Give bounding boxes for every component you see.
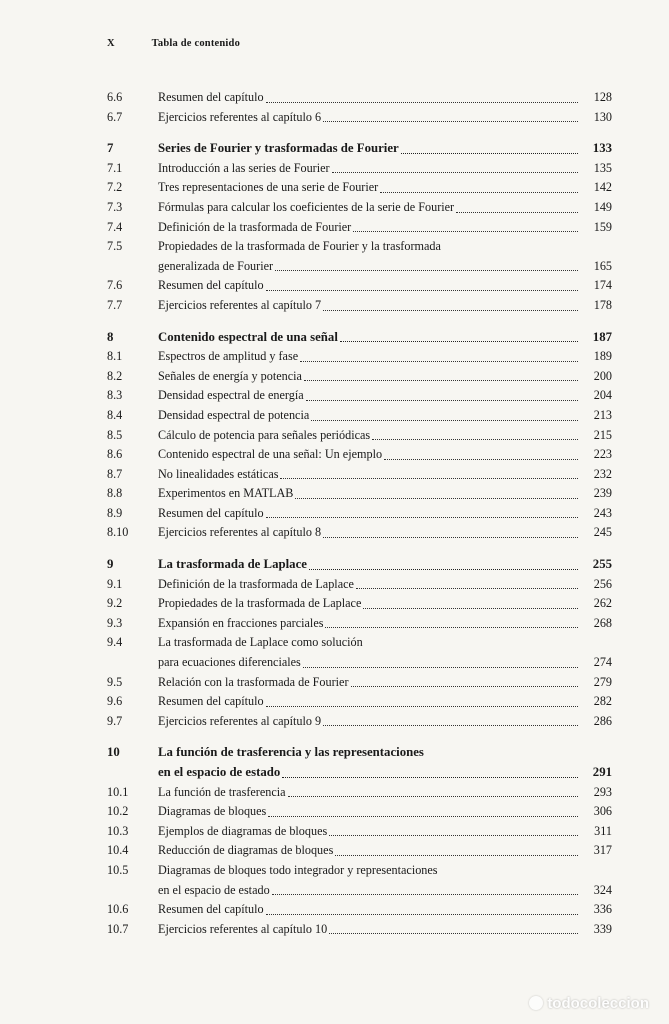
toc-entry-page: 274: [593, 655, 612, 670]
dot-leader: [303, 667, 578, 668]
dot-leader: [272, 894, 578, 895]
toc-chapter-row: [107, 555, 612, 575]
toc-entry-title-text: Ejercicios referentes al capítulo 9: [158, 713, 322, 728]
dot-leader: [323, 725, 578, 726]
toc-entry-number: 7.1: [107, 160, 123, 175]
toc-entry-title-text: La trasformada de Laplace: [158, 557, 307, 572]
toc-entry-title-text: Series de Fourier y trasformadas de Fourier: [158, 141, 399, 156]
watermark-text: todocoleccion: [547, 995, 649, 1012]
dot-leader: [266, 102, 578, 103]
dot-leader: [401, 153, 578, 154]
toc-entry-number: 9.5: [107, 674, 123, 689]
toc-entry-title-text: para ecuaciones diferenciales: [158, 655, 301, 670]
toc-entry-row: [107, 783, 612, 803]
toc-entry-title-text: Resumen del capítulo: [158, 90, 264, 104]
toc-entry-number: 7.6: [107, 278, 123, 293]
toc-entry-page: 204: [593, 388, 612, 403]
toc-entry-number: 8.9: [107, 505, 123, 520]
toc-entry-page: 213: [593, 407, 612, 422]
toc-entry-page: 159: [593, 219, 612, 234]
dot-leader: [340, 341, 578, 342]
toc-entry-number: 8.1: [107, 349, 123, 364]
toc-entry-row: [107, 614, 612, 634]
toc-entry-title-text: Propiedades de la trasformada de Laplace: [158, 596, 362, 611]
toc-entry-title: [158, 861, 582, 881]
toc-entry-title: [158, 426, 582, 446]
dot-leader: [332, 172, 578, 173]
toc-entry-title-text: Ejercicios referentes al capítulo 7: [158, 297, 322, 312]
toc-entry-row: [107, 178, 612, 198]
dot-leader: [351, 686, 578, 687]
toc-entry-title-text: Resumen del capítulo: [158, 902, 264, 917]
toc-entry-title-text: Contenido espectral de una señal: Un ejemplo: [158, 447, 383, 462]
toc-entry-title: [158, 802, 582, 822]
toc-entry-title: [158, 673, 582, 693]
toc-entry-row: [107, 802, 612, 822]
toc-entry-title: [158, 406, 582, 426]
toc-entry-title: [158, 555, 582, 575]
toc-entry-title: [158, 523, 582, 543]
toc-entry-row: [107, 822, 612, 842]
toc-entry-title: [158, 743, 582, 763]
toc-entry-title-text: Tres representaciones de una serie de Fourier: [158, 180, 379, 195]
toc-entry-page: 187: [592, 329, 612, 344]
toc-entry-title: [158, 328, 582, 348]
toc-entry-number: 10.4: [107, 843, 129, 858]
toc-entry-page: 223: [593, 447, 612, 462]
toc-entry-row: [107, 920, 612, 940]
toc-entry-page: 282: [593, 694, 612, 709]
toc-entry-page: 128: [593, 90, 612, 104]
toc-entry-title-text: Resumen del capítulo: [158, 505, 264, 520]
toc-entry-title: [158, 594, 582, 614]
toc-entry-page: 279: [593, 674, 612, 689]
dot-leader: [353, 231, 578, 232]
toc-entry-row: [107, 465, 612, 485]
dot-leader: [280, 478, 578, 479]
toc-entry-row: [107, 276, 612, 296]
dot-leader: [275, 270, 578, 271]
toc-entry-number: 10.6: [107, 902, 129, 917]
toc-entry-row: [107, 406, 612, 426]
dot-leader: [309, 569, 578, 570]
toc-entry-page: 336: [593, 902, 612, 917]
toc-entry-title: [158, 841, 582, 861]
toc-entry-page: 286: [593, 713, 612, 728]
toc-entry-row: [107, 712, 612, 732]
toc-entry-title-text: Definición de la trasformada de Fourier: [158, 219, 352, 234]
toc-entry-number: 8.10: [107, 525, 129, 540]
toc-entry-title: [158, 465, 582, 485]
toc-entry-number: 7.7: [107, 297, 123, 312]
toc-entry-title: [158, 218, 582, 238]
toc-entry-page: 178: [593, 297, 612, 312]
toc-entry-number: 9.7: [107, 713, 123, 728]
toc-entry-page: 239: [593, 486, 612, 501]
toc-entry-number: 7.5: [107, 239, 123, 254]
table-of-contents: [107, 88, 612, 939]
toc-chapter-row: [107, 139, 612, 159]
toc-entry-title-text: Expansión en fracciones parciales: [158, 615, 324, 630]
toc-entry-page: 255: [592, 557, 612, 572]
toc-entry-title-text: Resumen del capítulo: [158, 278, 264, 293]
toc-entry-title: [158, 614, 582, 634]
toc-entry-title-text: La trasformada de Laplace como solución: [158, 635, 363, 650]
toc-entry-title: [158, 178, 582, 198]
toc-entry-title: [158, 920, 582, 940]
watermark-logo-icon: [529, 996, 543, 1010]
toc-entry-page: 245: [593, 525, 612, 540]
dot-leader: [356, 588, 578, 589]
toc-entry-page: 200: [593, 368, 612, 383]
dot-leader: [323, 537, 578, 538]
header-page-number: X: [107, 38, 115, 49]
toc-entry-number: 9.3: [107, 615, 123, 630]
dot-leader: [266, 517, 578, 518]
toc-entry-number: 9: [107, 557, 114, 572]
toc-entry-page: 268: [593, 615, 612, 630]
toc-entry-page: 306: [593, 804, 612, 819]
toc-entry-title: [158, 347, 582, 367]
toc-entry-page: 324: [593, 882, 612, 897]
toc-entry-title: [158, 653, 582, 673]
toc-entry-title-text: Reducción de diagramas de bloques: [158, 843, 334, 858]
toc-entry-row: [107, 108, 612, 128]
toc-entry-title: [158, 198, 582, 218]
toc-entry-title: [158, 712, 582, 732]
toc-entry-title: [158, 783, 582, 803]
dot-leader: [300, 361, 578, 362]
toc-entry-row: [107, 692, 612, 712]
toc-entry-row: [107, 257, 612, 277]
toc-entry-title: [158, 88, 582, 108]
toc-entry-row: [107, 386, 612, 406]
toc-entry-title: [158, 139, 582, 159]
toc-entry-title-text: Diagramas de bloques todo integrador y representaciones: [158, 862, 438, 877]
toc-entry-title-text: Introducción a las series de Fourier: [158, 160, 330, 175]
toc-entry-title-text: Ejercicios referentes al capítulo 6: [158, 109, 322, 124]
toc-entry-number: 10: [107, 745, 120, 760]
toc-entry-number: 10.2: [107, 804, 129, 819]
toc-entry-title-text: Fórmulas para calcular los coeficientes de la serie de Fourier: [158, 199, 455, 214]
toc-entry-row: [107, 900, 612, 920]
toc-entry-number: 9.4: [107, 635, 123, 650]
toc-entry-title: [158, 822, 582, 842]
dot-leader: [266, 706, 578, 707]
toc-entry-title: [158, 881, 582, 901]
dot-leader: [282, 777, 578, 778]
toc-entry-page: 293: [593, 784, 612, 799]
toc-entry-number: 10.7: [107, 921, 129, 936]
toc-entry-title-text: Densidad espectral de energía: [158, 388, 304, 403]
toc-entry-row: [107, 88, 612, 108]
toc-entry-title-text: en el espacio de estado: [158, 765, 281, 779]
toc-entry-page: 135: [593, 160, 612, 175]
toc-entry-number: 9.2: [107, 596, 123, 611]
toc-entry-page: 174: [593, 278, 612, 293]
toc-entry-page: 317: [593, 843, 612, 858]
toc-entry-title-text: Ejercicios referentes al capítulo 10: [158, 921, 328, 936]
toc-entry-title-text: generalizada de Fourier: [158, 258, 274, 273]
toc-entry-page: 243: [593, 505, 612, 520]
toc-entry-number: 6.7: [107, 109, 123, 124]
toc-entry-title: [158, 900, 582, 920]
toc-chapter-row: [107, 743, 612, 763]
dot-leader: [266, 290, 578, 291]
toc-entry-page: 291: [592, 765, 612, 779]
toc-entry-page: 142: [593, 180, 612, 195]
running-header: [107, 38, 240, 49]
toc-entry-title: [158, 445, 582, 465]
dot-leader: [384, 459, 578, 460]
toc-entry-row: [107, 504, 612, 524]
dot-leader: [363, 608, 578, 609]
toc-entry-number: 8.7: [107, 466, 123, 481]
toc-entry-number: 10.5: [107, 862, 129, 877]
watermark: [529, 995, 649, 1012]
toc-entry-row: [107, 198, 612, 218]
toc-entry-page: 339: [593, 921, 612, 936]
dot-leader: [456, 212, 578, 213]
dot-leader: [372, 439, 578, 440]
dot-leader: [306, 400, 578, 401]
toc-entry-title: [158, 763, 582, 783]
toc-entry-title-text: Espectros de amplitud y fase: [158, 349, 299, 364]
toc-entry-title-text: en el espacio de estado: [158, 882, 270, 897]
toc-entry-page: 256: [593, 576, 612, 591]
toc-entry-title-text: Definición de la trasformada de Laplace: [158, 576, 354, 591]
toc-entry-title: [158, 276, 582, 296]
toc-entry-row: [107, 861, 612, 881]
toc-entry-title: [158, 159, 582, 179]
toc-entry-number: 7.2: [107, 180, 123, 195]
toc-entry-title-text: Densidad espectral de potencia: [158, 407, 310, 422]
toc-entry-title: [158, 386, 582, 406]
toc-entry-number: 9.1: [107, 576, 123, 591]
toc-entry-row: [107, 367, 612, 387]
toc-entry-row: [107, 484, 612, 504]
toc-entry-number: 10.3: [107, 823, 129, 838]
toc-entry-number: 8.6: [107, 447, 123, 462]
toc-entry-number: 8.4: [107, 407, 123, 422]
toc-entry-number: 7: [107, 141, 114, 156]
toc-entry-number: 9.6: [107, 694, 123, 709]
dot-leader: [323, 310, 578, 311]
toc-entry-page: 215: [593, 427, 612, 442]
toc-entry-row: [107, 653, 612, 673]
dot-leader: [288, 796, 578, 797]
dot-leader: [335, 855, 578, 856]
toc-entry-title: [158, 692, 582, 712]
toc-entry-page: 232: [593, 466, 612, 481]
toc-entry-title: [158, 484, 582, 504]
toc-entry-title-text: Resumen del capítulo: [158, 694, 264, 709]
toc-entry-row: [107, 575, 612, 595]
toc-entry-title-text: No linealidades estáticas: [158, 466, 279, 481]
toc-entry-title: [158, 633, 582, 653]
toc-entry-title: [158, 575, 582, 595]
toc-entry-row: [107, 159, 612, 179]
toc-entry-title: [158, 237, 582, 257]
toc-entry-row: [107, 237, 612, 257]
toc-entry-page: 189: [593, 349, 612, 364]
toc-entry-number: 8.8: [107, 486, 123, 501]
toc-entry-page: 133: [592, 141, 612, 156]
dot-leader: [311, 420, 578, 421]
header-title: Tabla de contenido: [151, 38, 241, 49]
toc-entry-row: [107, 347, 612, 367]
toc-entry-title: [158, 108, 582, 128]
toc-entry-title-text: Relación con la trasformada de Fourier: [158, 674, 349, 689]
toc-entry-row: [107, 445, 612, 465]
toc-entry-title: [158, 504, 582, 524]
toc-entry-number: 8.5: [107, 427, 123, 442]
toc-entry-title: [158, 296, 582, 316]
toc-entry-title: [158, 367, 582, 387]
toc-entry-page: 130: [593, 109, 612, 124]
dot-leader: [323, 121, 578, 122]
toc-entry-row: [107, 523, 612, 543]
toc-entry-title-text: Propiedades de la trasformada de Fourier y la trasformada: [158, 239, 441, 254]
toc-entry-title-text: Ejercicios referentes al capítulo 8: [158, 525, 322, 540]
toc-entry-title-text: Ejemplos de diagramas de bloques: [158, 823, 328, 838]
dot-leader: [380, 192, 578, 193]
toc-entry-title-text: Contenido espectral de una señal: [158, 329, 338, 344]
toc-entry-number: 10.1: [107, 784, 129, 799]
toc-entry-title-text: Cálculo de potencia para señales periódicas: [158, 427, 371, 442]
toc-entry-title-text: La función de trasferencia: [158, 784, 286, 799]
toc-entry-title-text: La función de trasferencia y las representaciones: [158, 745, 424, 760]
toc-entry-title-text: Experimentos en MATLAB: [158, 486, 294, 501]
toc-entry-page: 149: [593, 199, 612, 214]
toc-entry-row: [107, 633, 612, 653]
toc-entry-page: 311: [594, 823, 612, 838]
dot-leader: [268, 816, 578, 817]
toc-entry-title: [158, 257, 582, 277]
dot-leader: [325, 627, 578, 628]
toc-entry-number: 8: [107, 329, 114, 344]
toc-entry-row: [107, 841, 612, 861]
toc-entry-title-text: Señales de energía y potencia: [158, 368, 302, 383]
toc-entry-row: [107, 426, 612, 446]
toc-entry-number: 8.2: [107, 368, 123, 383]
toc-entry-page: 165: [593, 258, 612, 273]
toc-entry-row: [107, 218, 612, 238]
toc-entry-page: 262: [593, 596, 612, 611]
dot-leader: [295, 498, 578, 499]
toc-entry-row: [107, 673, 612, 693]
dot-leader: [329, 933, 578, 934]
toc-chapter-row: [107, 763, 612, 783]
dot-leader: [304, 380, 578, 381]
toc-entry-number: 7.3: [107, 199, 123, 214]
toc-entry-number: 7.4: [107, 219, 123, 234]
toc-chapter-row: [107, 328, 612, 348]
toc-entry-row: [107, 296, 612, 316]
toc-entry-row: [107, 594, 612, 614]
toc-entry-title-text: Diagramas de bloques: [158, 804, 267, 819]
dot-leader: [329, 835, 578, 836]
toc-entry-number: 8.3: [107, 388, 123, 403]
toc-entry-row: [107, 881, 612, 901]
dot-leader: [266, 914, 578, 915]
toc-entry-number: 6.6: [107, 90, 123, 104]
